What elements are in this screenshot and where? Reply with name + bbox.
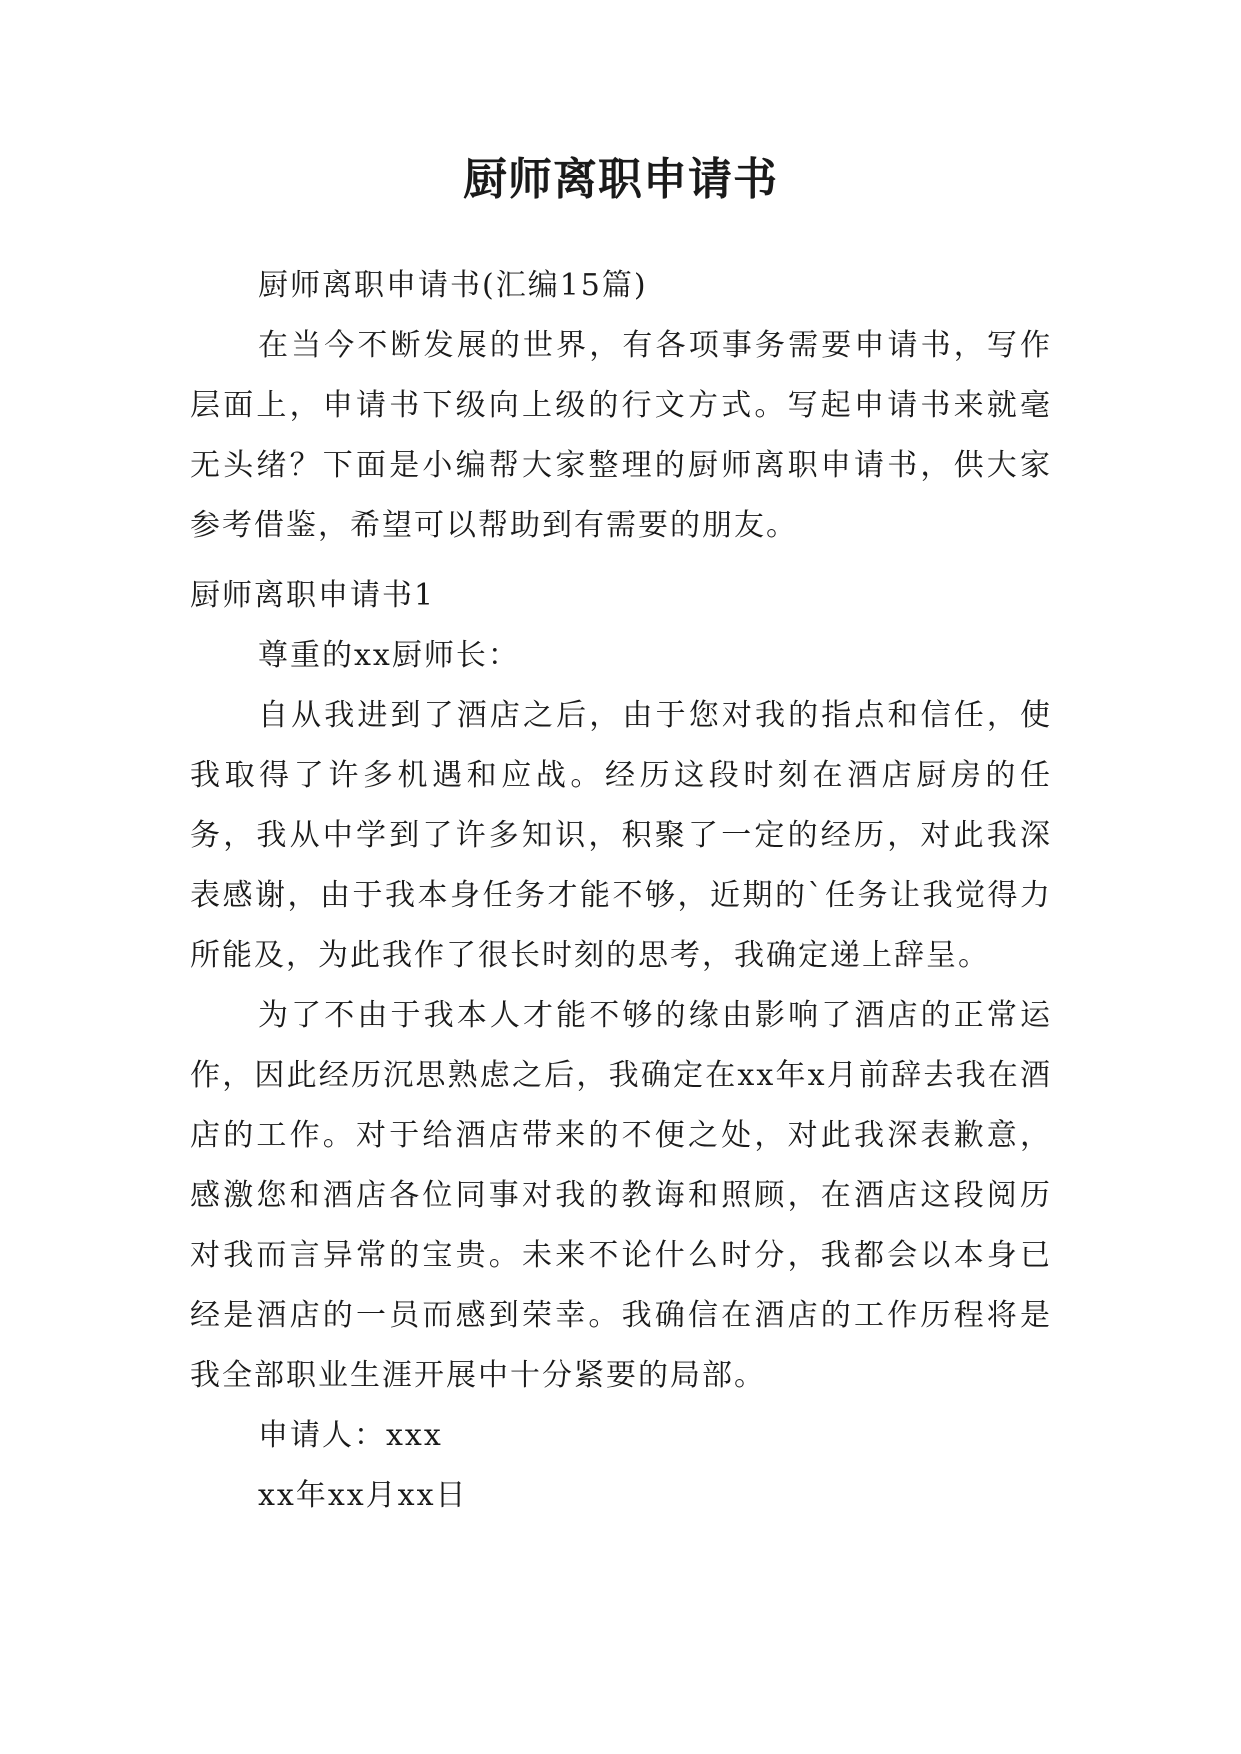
body-paragraph-1: 自从我进到了酒店之后，由于您对我的指点和信任，使我取得了许多机遇和应战。经历这段时刻在酒店厨房的任务，我从中学到了许多知识，积聚了一定的经历，对此我深表感谢，由于我本身任务才能不够，近期的`任务让我觉得力所能及，为此我作了很长时刻的思考，我确定递上辞呈。 — [190, 698, 1052, 973]
salutation: 尊重的xx厨师长： — [258, 638, 520, 673]
intro-section — [190, 256, 1052, 556]
intro-subtitle: 厨师离职申请书(汇编15篇) — [258, 268, 648, 303]
body-paragraph-2: 为了不由于我本人才能不够的缘由影响了酒店的正常运作，因此经历沉思熟虑之后，我确定在xx年x月前辞去我在酒店的工作。对于给酒店带来的不便之处，对此我深表歉意，感激您和酒店各位同事对我的教诲和照顾，在酒店这段阅历对我而言异常的宝贵。未来不论什么时分，我都会以本身已经是酒店的一员而感到荣幸。我确信在酒店的工作历程将是我全部职业生涯开展中十分紧要的局部。 — [190, 998, 1052, 1393]
applicant-signature: 申请人：xxx — [258, 1418, 443, 1453]
document-title: 厨师离职申请书 — [463, 154, 778, 205]
signature-date: xx年xx月xx日 — [258, 1478, 468, 1513]
section-1 — [190, 566, 1052, 1526]
section-heading: 厨师离职申请书1 — [190, 578, 436, 613]
intro-paragraph: 在当今不断发展的世界，有各项事务需要申请书，写作层面上，申请书下级向上级的行文方式。写起申请书来就毫无头绪？下面是小编帮大家整理的厨师离职申请书，供大家参考借鉴，希望可以帮助到有需要的朋友。 — [190, 328, 1052, 543]
